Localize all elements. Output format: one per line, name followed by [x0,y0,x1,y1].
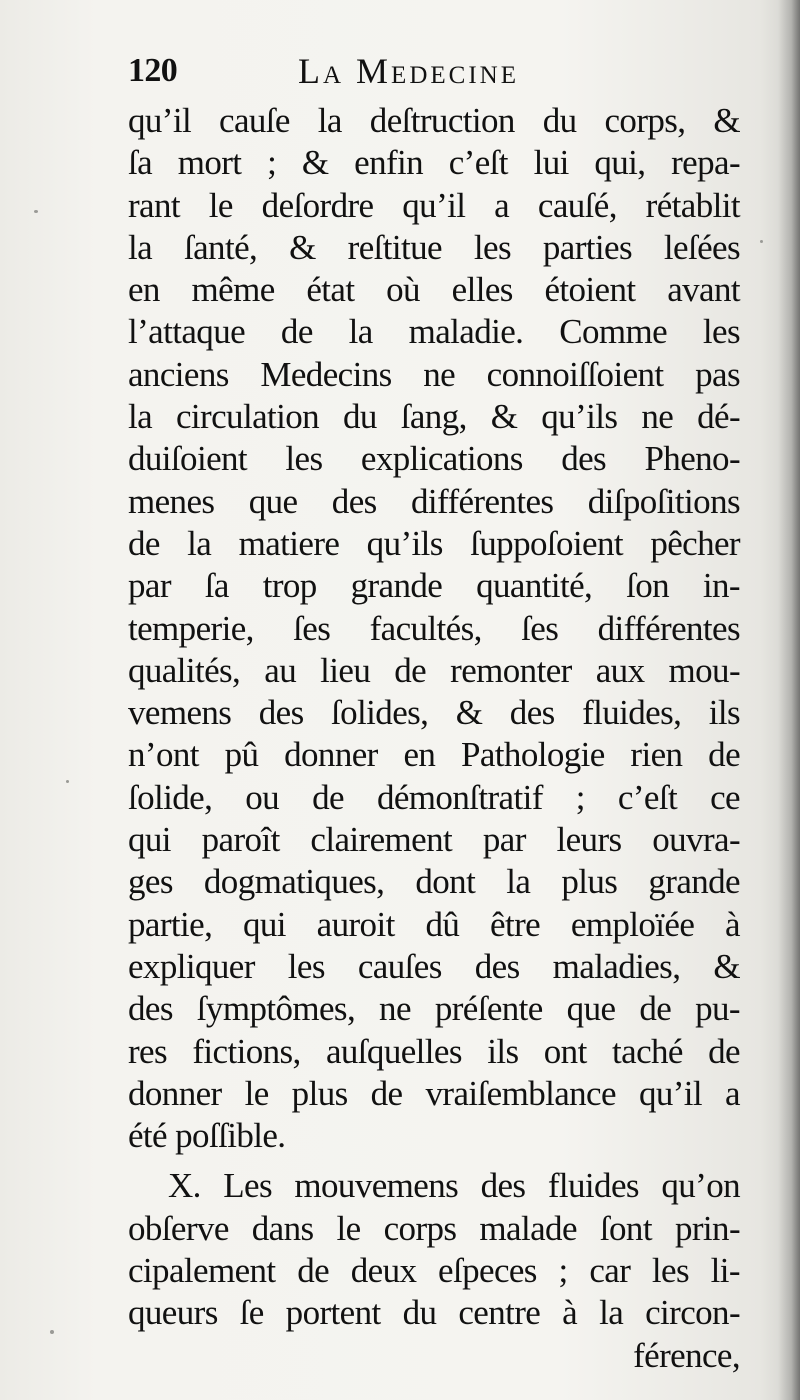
text-line: res fictions, auſquelles ils ont taché de [128,1031,740,1071]
text-line: la ſanté, & reſtitue les parties leſées [128,227,740,267]
page-edge-shadow [778,0,800,1400]
text-line: expliquer les cauſes des maladies, & [128,946,740,986]
text-line: obſerve dans le corps malade ſont prin- [128,1208,740,1248]
catchword: férence, [633,1335,740,1375]
text-line: n’ont pû donner en Pathologie rien de [128,735,740,775]
text-line: anciens Medecins ne connoiſſoient pas [128,354,740,394]
page-number: 120 [128,52,178,89]
text-line: temperie, ſes facultés, ſes différentes [128,608,740,648]
running-title: La Medecine [298,51,519,91]
text-line: par ſa trop grande quantité, ſon in- [128,566,740,606]
text-line: rant le deſordre qu’il a cauſé, rétablit [128,185,740,225]
text-line: ſa mort ; & enfin c’eſt lui qui, repa- [128,143,740,183]
text-line: été poſſible. [128,1116,286,1156]
text-line: ges dogmatiques, dont la plus grande [128,862,740,902]
text-line: qui paroît clairement par leurs ouvra- [128,820,740,860]
paper-speck [50,1330,54,1334]
text-line: vemens des ſolides, & des fluides, ils [128,693,740,733]
text-line: menes que des différentes diſpoſitions [128,481,740,521]
text-line: qualités, au lieu de remonter aux mou- [128,650,740,690]
text-line: qu’il cauſe la deſtruction du corps, & [128,101,740,140]
text-line: de la matiere qu’ils ſuppoſoient pêcher [128,523,740,563]
text-line: des ſymptômes, ne préſente que de pu- [128,989,740,1029]
text-line: donner le plus de vraiſemblance qu’il a [128,1073,740,1113]
text-line: en même état où elles étoient avant [128,270,740,310]
text-line: partie, qui auroit dû être emploïée à [128,904,740,944]
text-block [128,42,740,1377]
text-line: cipalement de deux eſpeces ; car les li- [128,1251,740,1291]
text-line: duiſoient les explications des Pheno- [128,439,740,479]
paragraph-start-line: X. Les mouvemens des fluides qu’on [168,1166,740,1206]
paper-speck [34,210,38,213]
text-line: ſolide, ou de démonſtratif ; c’eſt ce [128,777,740,817]
page-header [128,42,740,100]
text-line: la circulation du ſang, & qu’ils ne dé- [128,397,740,437]
text-line: l’attaque de la maladie. Comme les [128,312,740,352]
paper-speck [760,240,763,243]
text-line: queurs ſe portent du centre à la circon- [128,1293,740,1333]
paper-speck [66,780,69,783]
